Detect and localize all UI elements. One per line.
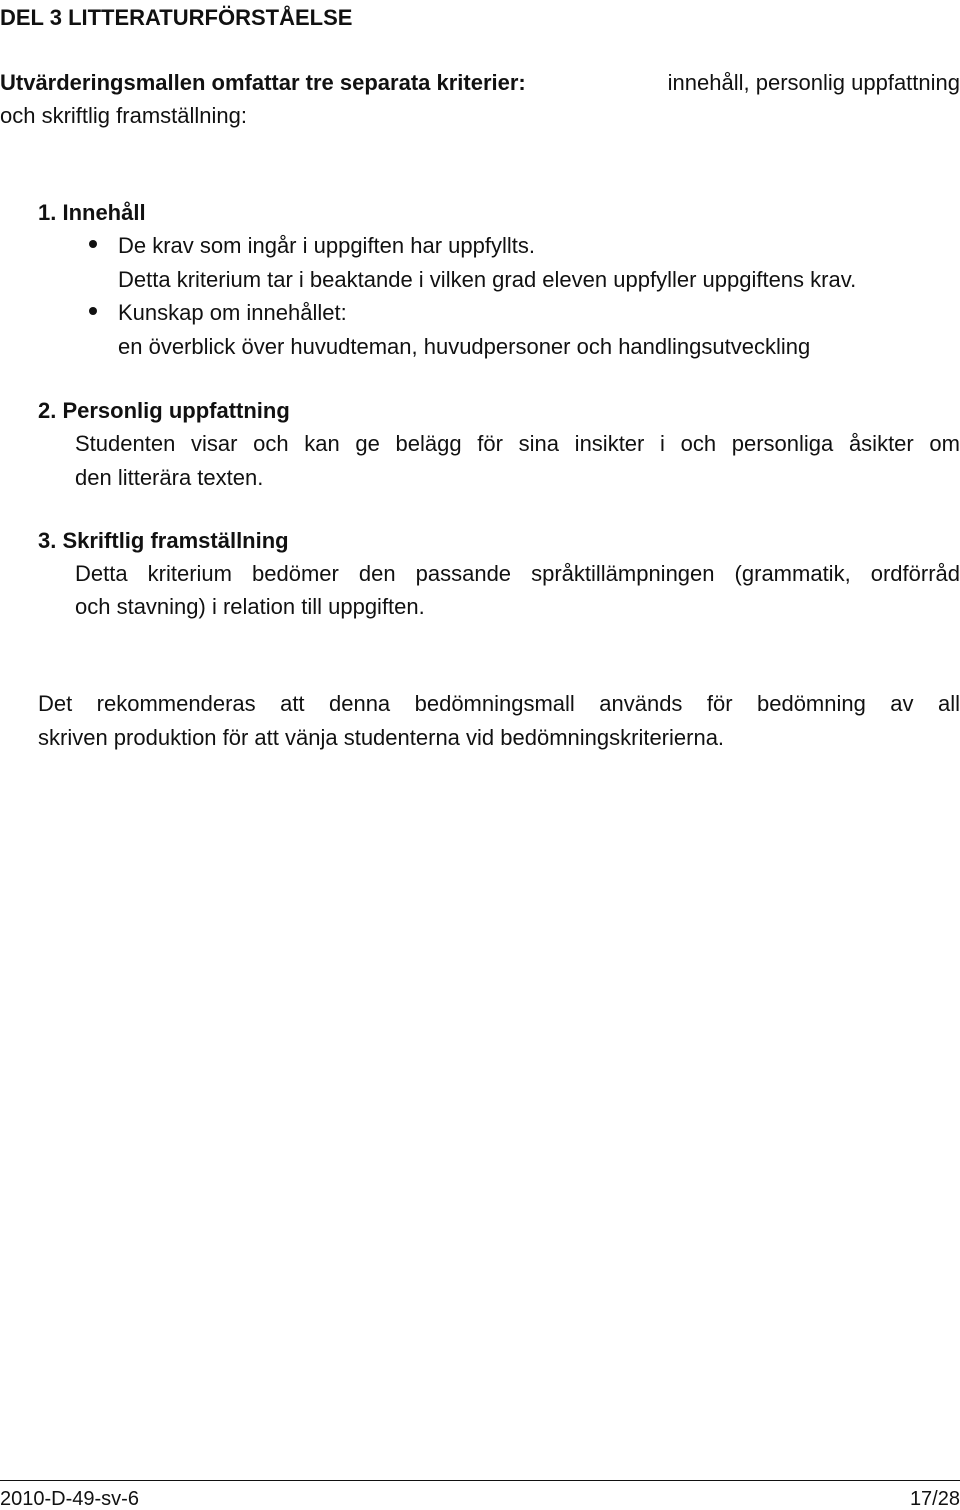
bullet-icon: [89, 307, 97, 315]
criterion-1-bullet-1-line-2: Detta kriterium tar i beaktande i vilken grad eleven uppfyller uppgiftens krav.: [118, 267, 857, 292]
intro-line-1: [0, 70, 960, 96]
criterion-3-line-2: och stavning) i relation till uppgiften.: [75, 594, 425, 619]
criterion-3-title: 3. Skriftlig framställning: [38, 528, 289, 553]
footer-document-code: 2010-D-49-sv-6: [0, 1488, 139, 1510]
bullet-icon: [89, 240, 97, 248]
recommendation-line-1: Det rekommenderas att denna bedömningsmall används för bedömning av all: [38, 691, 960, 716]
criterion-1-bullet-2-line-2: en överblick över huvudteman, huvudpersoner och handlingsutveckling: [118, 334, 811, 359]
criterion-2-title: 2. Personlig uppfattning: [38, 398, 290, 423]
footer-page-number: 17/28: [909, 1488, 960, 1510]
footer-divider: [0, 1480, 960, 1481]
criterion-1-bullet-1-line-1: De krav som ingår i uppgiften har uppfyllts.: [118, 233, 535, 258]
criterion-1-title: 1. Innehåll: [38, 200, 146, 225]
criterion-3-line-1: Detta kriterium bedömer den passande språktillämpningen (grammatik, ordförråd: [75, 561, 960, 586]
intro-line-2: och skriftlig framställning:: [0, 103, 247, 128]
intro-rest: innehåll, personlig uppfattning: [667, 70, 960, 95]
recommendation-line-2: skriven produktion för att vänja studenterna vid bedömningskriterierna.: [38, 725, 725, 750]
page-heading: DEL 3 LITTERATURFÖRSTÅELSE: [0, 5, 353, 30]
criterion-2-line-1: Studenten visar och kan ge belägg för sina insikter i och personliga åsikter om: [75, 431, 960, 456]
criterion-1-bullet-2-line-1: Kunskap om innehållet:: [118, 300, 347, 325]
intro-bold: Utvärderingsmallen omfattar tre separata kriterier:: [0, 70, 526, 95]
criterion-2-line-2: den litterära texten.: [75, 465, 264, 490]
